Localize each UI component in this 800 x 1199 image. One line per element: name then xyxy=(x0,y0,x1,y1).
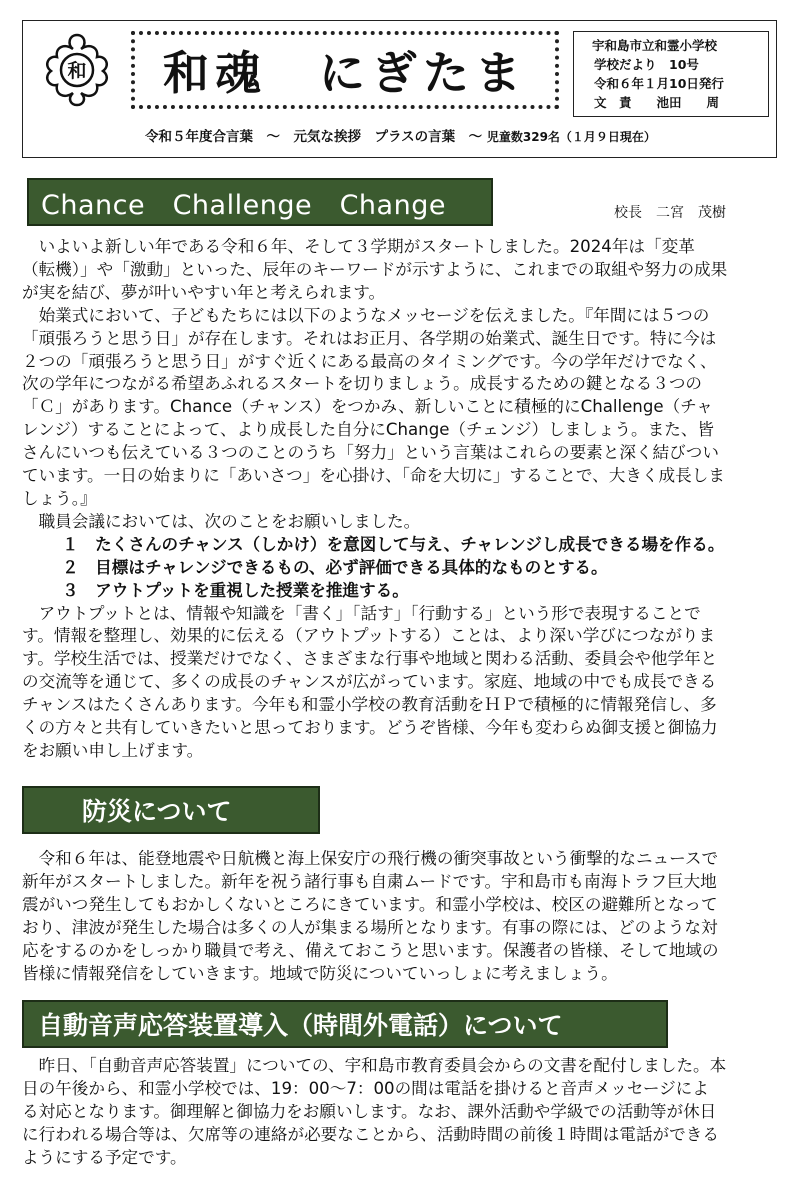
paragraph-line: 次の学年につながる希望あふれるスタートを切りましょう。成長するための鍵となる３つの xyxy=(22,374,703,394)
paragraph-line: 「Ｃ」があります。Chance（チャンス）をつかみ、新しいことに積極的にChallenge（チャ xyxy=(22,397,713,417)
paragraph-line: ２つの「頑張ろうと思う日」がすぐ近くにある最高のタイミングです。今の学年だけでなく、 xyxy=(22,351,717,371)
paragraph-line: しょう。』 xyxy=(22,488,97,508)
paragraph-line: 「頑張ろうと思う日」が存在します。それはお正月、各学期の始業式、誕生日です。特に今は xyxy=(22,328,717,348)
issue-number: 学校だより 10号 xyxy=(594,57,699,72)
section1-body xyxy=(22,236,782,763)
motto-line xyxy=(23,125,778,145)
paragraph-line: チャンスはたくさんあります。今年も和霊小学校の教育活動をＨＰで積極的に情報発信し、多 xyxy=(22,695,717,715)
paragraph-line: ようにする予定です。 xyxy=(22,1147,187,1167)
paragraph-line: ています。一日の始まりに「あいさつ」を心掛け、「命を大切に」することで、大きく成長しま xyxy=(22,466,725,486)
paragraph-line: す。情報を整理し、効果的に伝える（アウトプットする）ことは、より深い学びにつながりま xyxy=(22,626,716,646)
paragraph-line: おり、津波が発生した場合は多くの人が集まる場所となります。有事の際には、どのような対 xyxy=(22,917,718,937)
paragraph-line: さんにいつも伝えている３つのことのうち「努力」という言葉はこれらの要素と深く結びつい xyxy=(22,443,719,463)
paragraph-line: 応をするのかをしっかり職員で考え、備えておこうと思います。保護者の皆様、そして地域の xyxy=(22,940,719,960)
paragraph-line: 新年がスタートしました。新年を祝う諸行事も自粛ムードです。宇和島市も南海トラフ巨大地 xyxy=(22,871,717,891)
paragraph-line: をお願い申し上げます。 xyxy=(22,740,204,760)
paragraph-line: （転機）」や「激動」といった、辰年のキーワードが示すように、これまでの取組や努力の成果 xyxy=(22,259,728,279)
paragraph-line: の交流等を通じて、多くの成長のチャンスが広がっています。家庭、地域の中でも成長できる xyxy=(22,672,717,692)
paragraph-line: 日の午後から、和霊小学校では、19：00～7：00の間は電話を掛けると音声メッセージによ xyxy=(22,1078,709,1098)
principal-name: 校長 二宮 茂樹 xyxy=(614,205,726,221)
section2-body xyxy=(22,848,782,985)
paragraph-line: 震がいつ発生してもおかしくないところにきています。和霊小学校は、校区の避難所となって xyxy=(22,894,718,914)
paragraph-line: 皆様に情報発信をしていきます。地域で防災についていっしょに考えましょう。 xyxy=(22,963,618,983)
newsletter-header xyxy=(22,20,777,158)
student-count: 児童数329名（１月９日現在） xyxy=(486,130,656,144)
issue-info-box xyxy=(573,31,769,117)
paragraph-line: が実を結び、夢が叶いやすい年と考えられます。 xyxy=(22,282,386,302)
school-name: 宇和島市立和霊小学校 xyxy=(592,38,718,53)
paragraph-line: レンジ）することによって、より成長した自分にChange（チェンジ）しましょう。また、皆 xyxy=(22,420,715,440)
section-heading-phone: 自動音声応答装置導入（時間外電話）について xyxy=(22,1000,668,1048)
paragraph-line: 令和６年は、能登地震や日航機と海上保安庁の飛行機の衝突事故という衝撃的なニュースで xyxy=(22,849,719,868)
paragraph-line: いよいよ新しい年である令和６年、そして３学期がスタートしました。2024年は「変革 xyxy=(22,237,695,256)
school-emblem-icon xyxy=(39,31,115,107)
motto-text: 令和５年度合言葉 ～ 元気な挨拶 プラスの言葉 ～ xyxy=(145,129,483,145)
paragraph-line: 始業式において、子どもたちには以下のようなメッセージを伝えました。『年間には５つの xyxy=(22,305,710,325)
issue-date: 令和６年１月10日発行 xyxy=(594,76,724,91)
paragraph-line: に行われる場合等は、欠席等の連絡が必要なことから、活動時間の前後１時間は電話ができる xyxy=(22,1124,719,1144)
list-item: １ たくさんのチャンス（しかけ）を意図して与え、チャレンジし成長できる場を作る。 xyxy=(62,534,725,554)
section3-body xyxy=(22,1055,782,1170)
paragraph-line: くの方々と共有していきたいと思っております。どうぞ皆様、今年も変わらぬ御支援と御協力 xyxy=(22,718,718,738)
editor-name: 文 責 池田 周 xyxy=(594,95,720,110)
paragraph-line: アウトプットとは、情報や知識を「書く」「話す」「行動する」という形で表現することで xyxy=(22,603,701,623)
section-heading-chance: Chance Challenge Change xyxy=(27,178,493,226)
newsletter-title: 和魂 にぎたま xyxy=(163,46,527,100)
emblem-text: 和 xyxy=(67,60,87,82)
newsletter-title-box xyxy=(131,31,559,109)
paragraph-line: す。学校生活では、授業だけでなく、さまざまな行事や地域と関わる活動、委員会や他学年と xyxy=(22,649,718,669)
paragraph-line: 職員会議においては、次のことをお願いしました。 xyxy=(22,511,421,531)
paragraph-line: 昨日、「自動音声応答装置」についての、宇和島市教育委員会からの文書を配付しました。本 xyxy=(22,1056,727,1075)
section-heading-disaster: 防災について xyxy=(22,786,320,834)
list-item: ３ アウトプットを重視した授業を推進する。 xyxy=(62,580,409,600)
list-item: ２ 目標はチャレンジできるもの、必ず評価できる具体的なものとする。 xyxy=(62,557,608,577)
paragraph-line: る対応となります。御理解と御協力をお願いします。なお、課外活動や学級での活動等が休日 xyxy=(22,1101,717,1121)
